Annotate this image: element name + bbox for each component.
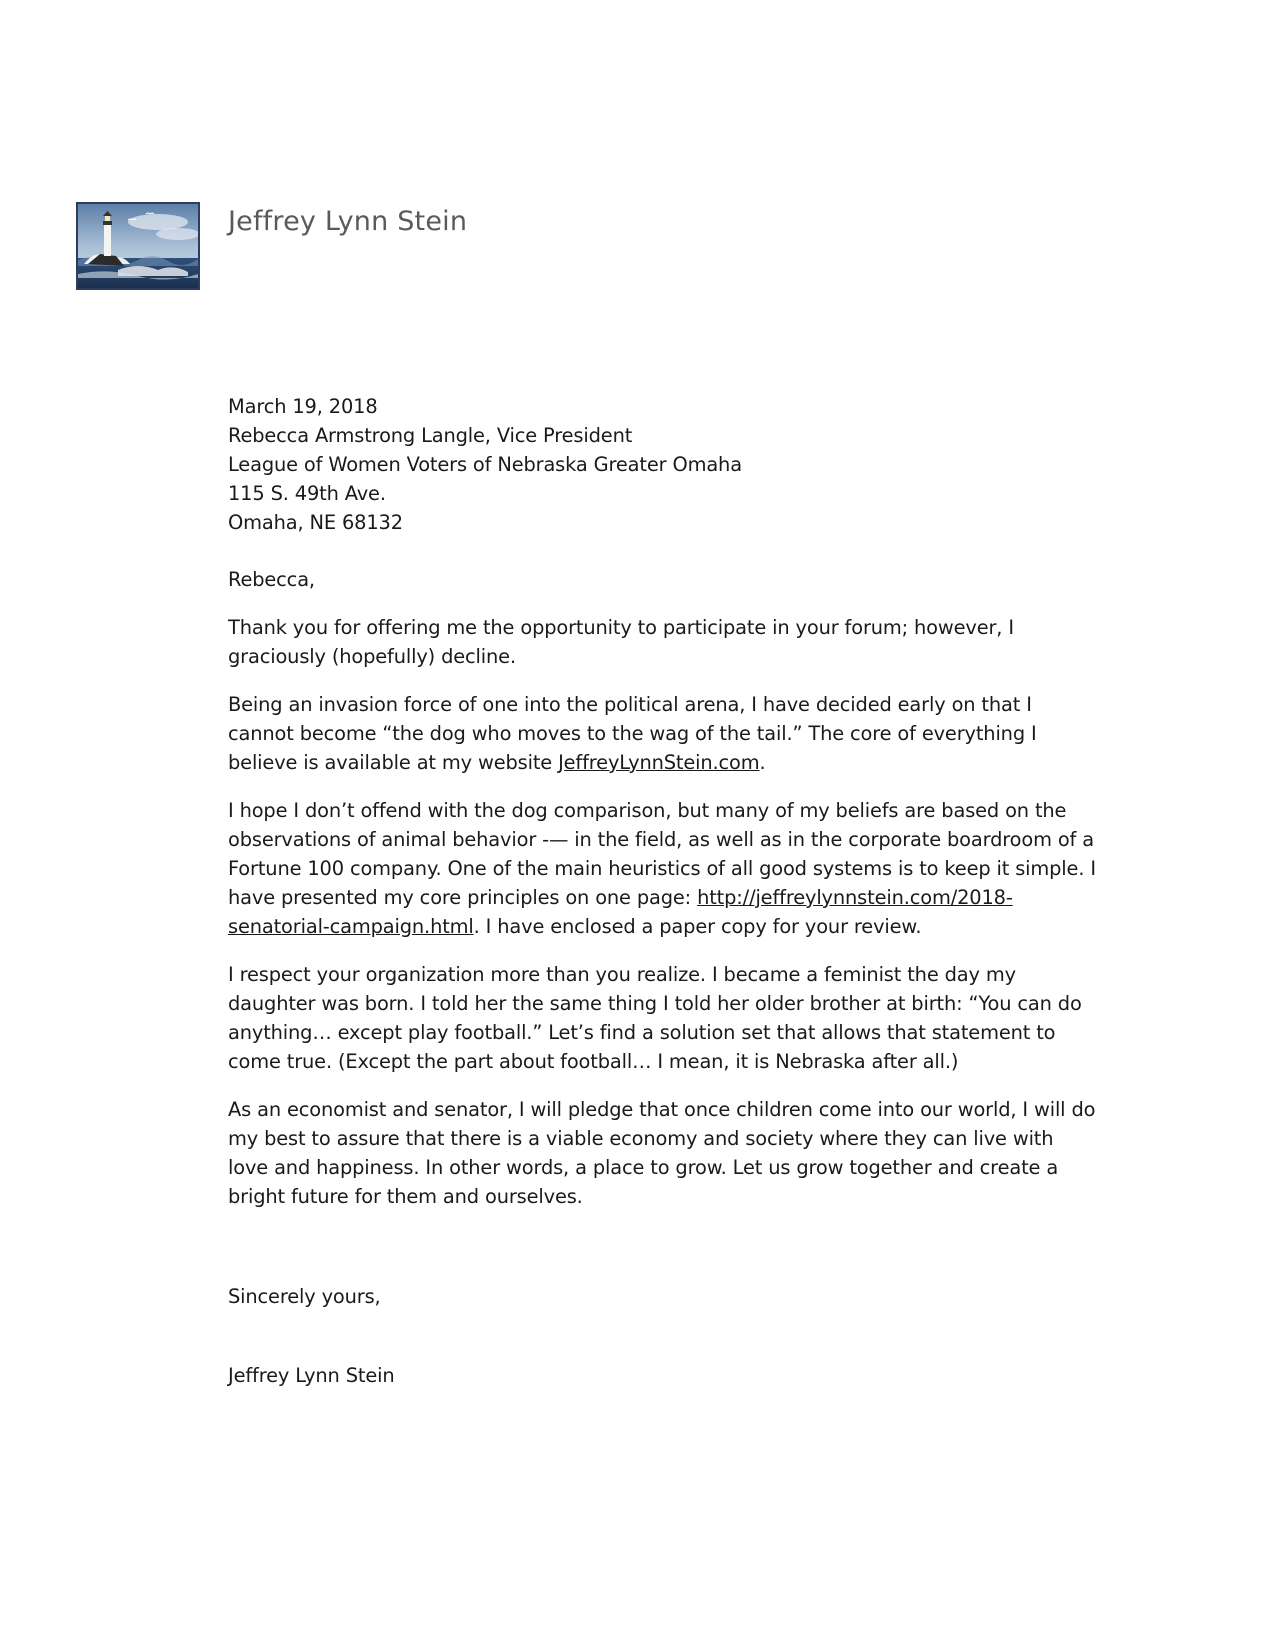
- recipient-name: Rebecca Armstrong Langle, Vice President: [228, 424, 633, 447]
- recipient-city: Omaha, NE 68132: [228, 511, 403, 534]
- lighthouse-icon: [78, 204, 198, 288]
- letterhead-name: Jeffrey Lynn Stein: [228, 206, 468, 237]
- recipient-organization: League of Women Voters of Nebraska Greater Omaha: [228, 453, 742, 476]
- paragraph-4: I respect your organization more than you realize. I became a feminist the day my daughter was born. I told her the same thing I told her older brother at birth: “You can do anything… except play football.” Let’s find a solution set that allows that statement to come true. (Except the part about football… I mean, it is Nebraska after all.): [228, 963, 1082, 1073]
- letter-date: March 19, 2018: [228, 395, 378, 418]
- paragraph-3-text: I hope I don’t offend with the dog comparison, but many of my beliefs are based on the observations of animal behavior -— in the field, as well as in the corporate boardroom of a Fortune 100 company. One of the main heuristics of all good systems is to keep it simple. I have presented my core principles on one page:: [228, 799, 1096, 909]
- recipient-street: 115 S. 49th Ave.: [228, 482, 386, 505]
- closing: Sincerely yours,: [228, 1285, 381, 1308]
- paragraph-5: As an economist and senator, I will pledge that once children come into our world, I will do my best to assure that there is a viable economy and society where they can live with love and happiness. In other words, a place to grow. Let us grow together and create a bright future for them and ourselves.: [228, 1098, 1096, 1208]
- letter-body: [228, 392, 1098, 1390]
- website-link[interactable]: JeffreyLynnStein.com: [558, 751, 760, 774]
- paragraph-2: [228, 690, 1098, 777]
- lighthouse-logo: [76, 202, 200, 290]
- paragraph-2-text: Being an invasion force of one into the political arena, I have decided early on that I cannot become “the dog who moves to the wag of the tail.” The core of everything I believe is available at my website: [228, 693, 1037, 774]
- signature: Jeffrey Lynn Stein: [228, 1364, 395, 1387]
- paragraph-3-end: . I have enclosed a paper copy for your review.: [473, 915, 922, 938]
- paragraph-1: Thank you for offering me the opportunity to participate in your forum; however, I graciously (hopefully) decline.: [228, 616, 1014, 668]
- paragraph-2-end: .: [759, 751, 766, 774]
- paragraph-3: [228, 796, 1098, 941]
- campaign-page-link[interactable]: http://jeffreylynnstein.com/2018-senatorial-campaign.html: [228, 886, 1013, 938]
- salutation: Rebecca,: [228, 568, 315, 591]
